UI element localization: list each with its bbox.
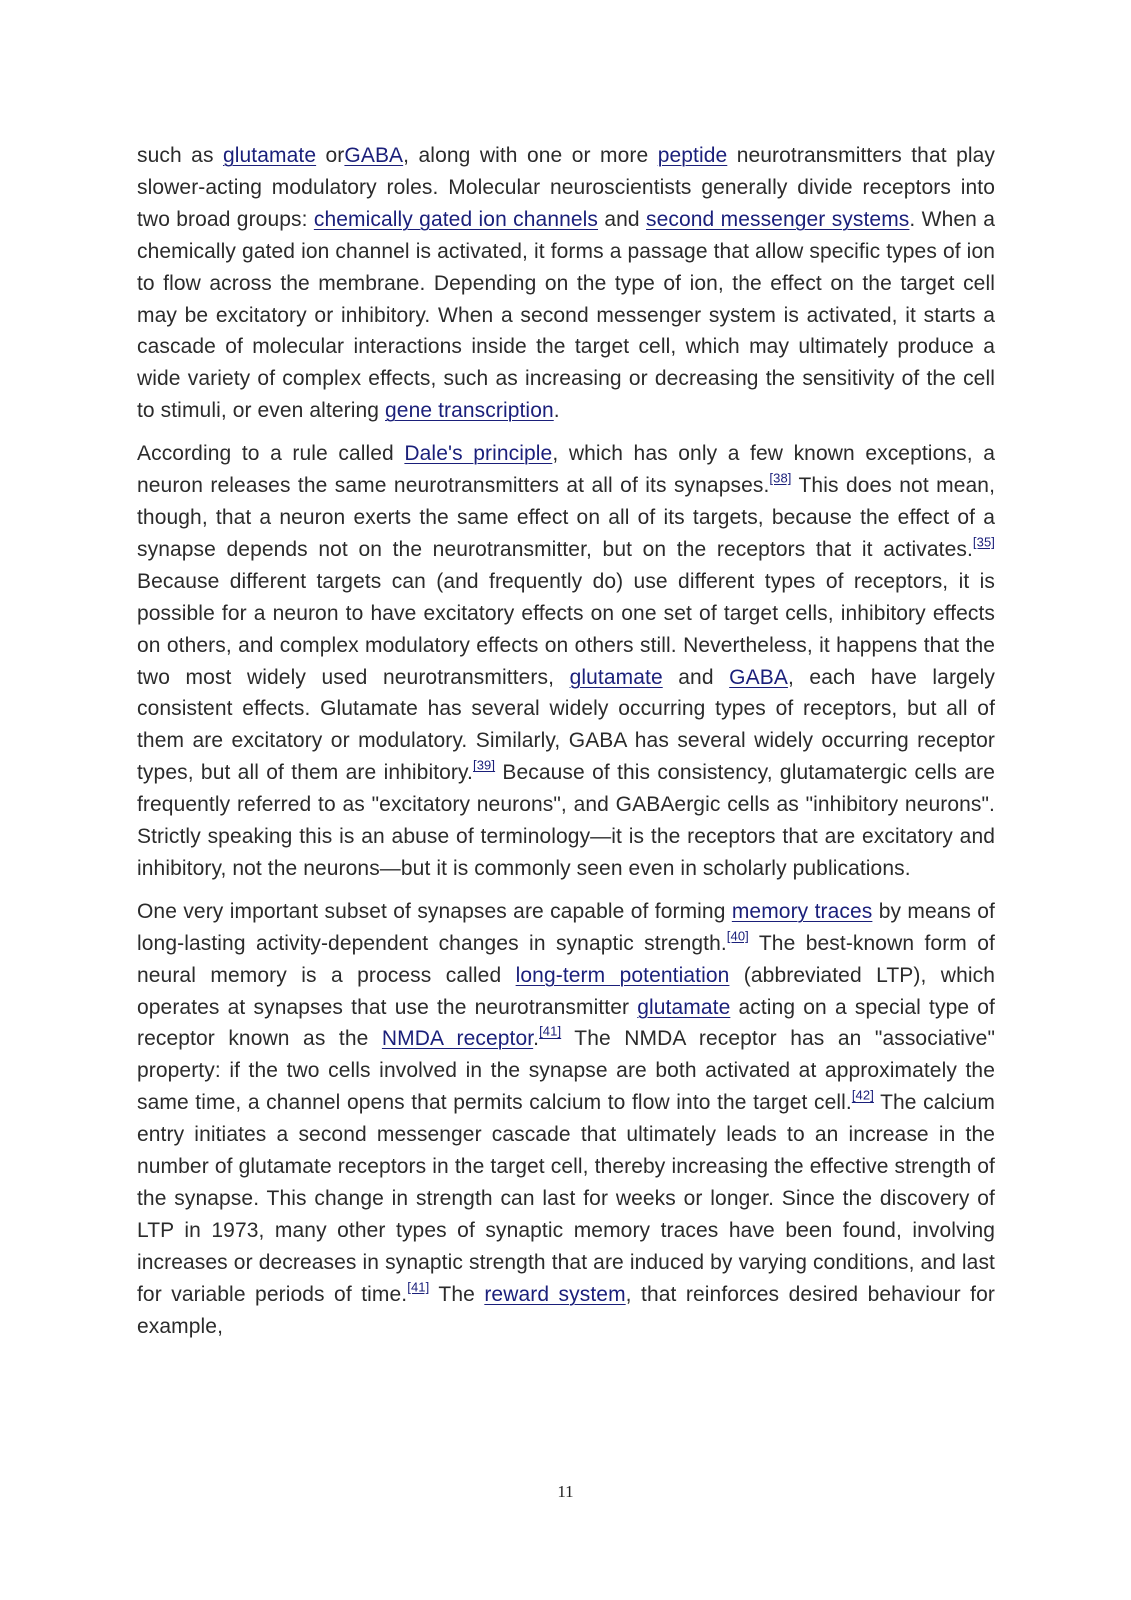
paragraph-text: The best-known form of neural memory is a process called — [137, 931, 995, 987]
paragraph-3 — [137, 896, 995, 1343]
paragraph-text: This does not mean, though, that a neuron exerts the same effect on all of its targets, because the effect of a synapse depends not on the neurotransmitter, but on the receptors that it activates. — [137, 474, 996, 561]
paragraph-1 — [137, 140, 995, 427]
link-peptide[interactable]: peptide — [657, 144, 728, 167]
paragraph-text: , which has only a few known exceptions, a neuron releases the same neurotransmitters at all of its synapses. — [137, 442, 995, 498]
link-chemically-gated-ion-channels[interactable]: chemically gated ion channels — [313, 207, 599, 231]
paragraph-text: . When a chemically gated ion channel is activated, it forms a passage that allow specific types of ion to flow across the membrane. Depending on the type of ion, the effect on the target cell may be excitatory or inhibitory. When a second messenger system is activated, it starts a cascade of molecular interactions inside the target cell, which may ultimately produce a wide variety of complex effects, such as increasing or decreasing the sensitivity of the cell to stimuli, or even altering — [137, 207, 995, 423]
link-second-messenger-systems[interactable]: second messenger systems — [645, 207, 910, 231]
page-number: 11 — [557, 1482, 574, 1501]
paragraph-text: by means of long-lasting activity-dependent changes in synaptic strength. — [137, 899, 995, 955]
link-long-term-potentiation[interactable]: long-term potentiation — [515, 963, 730, 987]
paragraph-text: According to a rule called — [137, 442, 405, 466]
paragraph-text: or — [316, 144, 345, 167]
paragraph-text: such as — [137, 144, 223, 167]
link-gene-transcription[interactable]: gene transcription — [385, 399, 554, 423]
paragraph-text: , that reinforces desired behaviour for example, — [137, 1282, 995, 1338]
citation-41[interactable]: [41] — [407, 1278, 430, 1294]
paragraph-text: Because different targets can (and frequently do) use different types of receptors, it is possible for a neuron to have excitatory effects on one set of target cells, inhibitory effects on others, and complex modulatory effects on others still. Nevertheless, it happens that the two most widely used neurotransmitters, — [137, 569, 995, 689]
citation-38[interactable]: [38] — [769, 470, 792, 486]
link-glutamate[interactable]: glutamate — [569, 665, 663, 689]
paragraph-text: and — [598, 207, 646, 231]
link-glutamate[interactable]: glutamate — [222, 144, 317, 167]
body-text — [137, 140, 995, 1354]
paragraph-text: . — [553, 399, 560, 423]
link-gaba[interactable]: GABA — [344, 144, 404, 167]
paragraph-2 — [137, 438, 995, 885]
citation-39[interactable]: [39] — [473, 757, 496, 773]
citation-40[interactable]: [40] — [726, 928, 749, 943]
link-memory-traces[interactable]: memory traces — [731, 899, 873, 923]
paragraph-text: One very important subset of synapses are capable of forming — [137, 899, 732, 923]
link-reward-system[interactable]: reward system — [484, 1282, 626, 1306]
citation-41[interactable]: [41] — [539, 1023, 562, 1039]
paragraph-text: The NMDA receptor has an "associative" property: if the two cells involved in the synapse are both activated at approximately the same time, a channel opens that permits calcium to flow into the target cell. — [137, 1027, 995, 1115]
paragraph-text: , along with one or more — [403, 144, 658, 167]
paragraph-text: (abbreviated LTP), which operates at synapses that use the neurotransmitter — [137, 963, 995, 1019]
link-gaba[interactable]: GABA — [729, 665, 788, 689]
link-nmda-receptor[interactable]: NMDA receptor — [381, 1027, 534, 1051]
paragraph-text: The calcium entry initiates a second messenger cascade that ultimately leads to an increase in the number of glutamate receptors in the target cell, thereby increasing the effective strength of the synapse. This change in strength can last for weeks or longer. Since the discovery of LTP in 1973, many other types of synaptic memory traces have been found, involving increases or decreases in synaptic strength that are induced by varying conditions, and last for variable periods of time. — [137, 1091, 996, 1306]
paragraph-text: . — [533, 1027, 540, 1051]
paragraph-text: , each have largely consistent effects. Glutamate has several widely occurring types of receptors, but all of them are excitatory or modulatory. Similarly, GABA has several widely occurring receptor types, but all of them are inhibitory. — [137, 665, 995, 785]
link-glutamate[interactable]: glutamate — [637, 995, 731, 1019]
paragraph-text: The — [429, 1282, 485, 1306]
citation-35[interactable]: [35] — [972, 534, 995, 550]
citation-42[interactable]: [42] — [851, 1087, 874, 1103]
paragraph-text: Because of this consistency, glutamatergic cells are frequently referred to as "excitatory neurons", and GABAergic cells as "inhibitory neurons". Strictly speaking this is an abuse of terminology—it is the receptors that are excitatory and inhibitory, not the neurons—but it is commonly seen even in scholarly publications. — [137, 761, 995, 880]
paragraph-text: neurotransmitters that play slower-acting modulatory roles. Molecular neuroscientists generally divide receptors into two broad groups: — [137, 144, 995, 231]
paragraph-text: acting on a special type of receptor known as the — [137, 995, 995, 1051]
paragraph-text: and — [662, 665, 730, 689]
link-dales-principle[interactable]: Dale's principle — [404, 442, 553, 466]
